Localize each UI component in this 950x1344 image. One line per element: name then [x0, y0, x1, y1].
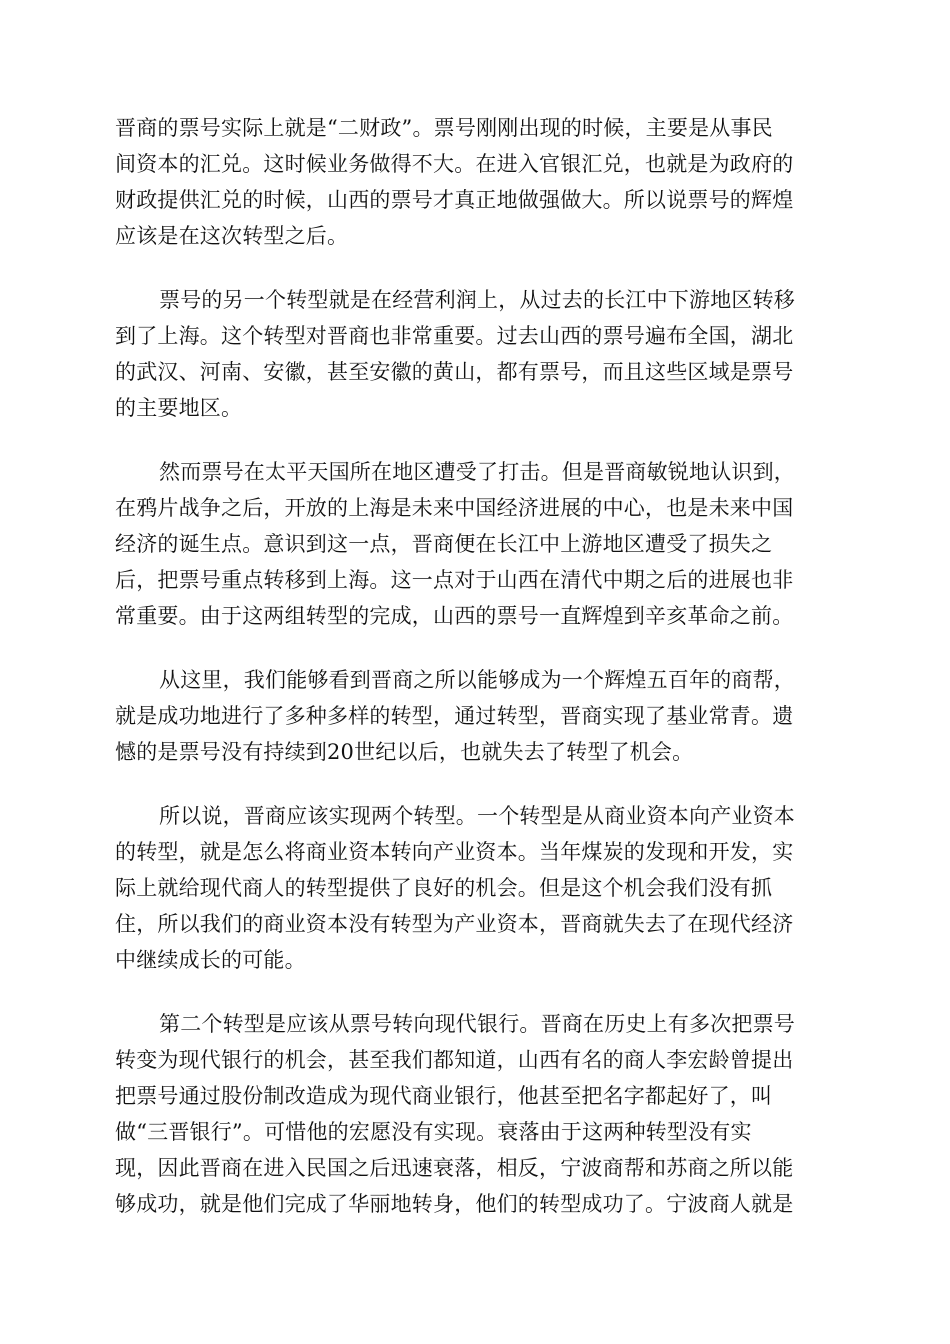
text-line: 把票号通过股份制改造成为现代商业银行，他甚至把名字都起好了，叫 — [115, 1084, 773, 1108]
text-line: 应该是在这次转型之后。 — [115, 224, 349, 248]
text-line: 住，所以我们的商业资本没有转型为产业资本，晋商就失去了在现代经济 — [115, 912, 794, 936]
paragraph-2 — [115, 282, 835, 426]
text-line: 际上就给现代商人的转型提供了良好的机会。但是这个机会我们没有抓 — [115, 876, 773, 900]
text-line: 财政提供汇兑的时候，山西的票号才真正地做强做大。所以说票号的辉煌 — [115, 188, 794, 212]
paragraph-1 — [115, 110, 835, 254]
paragraph-6 — [115, 1006, 835, 1222]
text-line: 憾的是票号没有持续到20世纪以后，也就失去了转型了机会。 — [115, 740, 694, 764]
text-line: 做“三晋银行”。可惜他的宏愿没有实现。衰落由于这两种转型没有实 — [115, 1120, 752, 1144]
text-line: 第二个转型是应该从票号转向现代银行。晋商在历史上有多次把票号 — [159, 1012, 795, 1036]
document-page — [115, 110, 835, 1250]
text-line: 的武汉、河南、安徽，甚至安徽的黄山，都有票号，而且这些区域是票号 — [115, 360, 794, 384]
text-line: 晋商的票号实际上就是“二财政”。票号刚刚出现的时候，主要是从事民 — [115, 116, 773, 140]
text-line: 票号的另一个转型就是在经营利润上，从过去的长江中下游地区转移 — [159, 288, 795, 312]
paragraph-3 — [115, 454, 835, 634]
text-line: 经济的诞生点。意识到这一点，晋商便在长江中上游地区遭受了损失之 — [115, 532, 773, 556]
text-line: 的主要地区。 — [115, 396, 243, 420]
text-line: 转变为现代银行的机会，甚至我们都知道，山西有名的商人李宏龄曾提出 — [115, 1048, 794, 1072]
text-line: 后，把票号重点转移到上海。这一点对于山西在清代中期之后的进展也非 — [115, 568, 794, 592]
paragraph-5 — [115, 798, 835, 978]
text-line: 从这里，我们能够看到晋商之所以能够成为一个辉煌五百年的商帮， — [159, 668, 795, 692]
text-line: 就是成功地进行了多种多样的转型，通过转型，晋商实现了基业常青。遗 — [115, 704, 794, 728]
text-line: 然而票号在太平天国所在地区遭受了打击。但是晋商敏锐地认识到， — [159, 460, 795, 484]
text-line: 所以说，晋商应该实现两个转型。一个转型是从商业资本向产业资本 — [159, 804, 795, 828]
text-line: 现，因此晋商在进入民国之后迅速衰落，相反，宁波商帮和苏商之所以能 — [115, 1156, 794, 1180]
paragraph-4 — [115, 662, 835, 770]
text-line: 够成功，就是他们完成了华丽地转身，他们的转型成功了。宁波商人就是 — [115, 1192, 794, 1216]
text-line: 间资本的汇兑。这时候业务做得不大。在进入官银汇兑，也就是为政府的 — [115, 152, 794, 176]
text-line: 中继续成长的可能。 — [115, 948, 306, 972]
text-line: 常重要。由于这两组转型的完成，山西的票号一直辉煌到辛亥革命之前。 — [115, 604, 794, 628]
text-line: 到了上海。这个转型对晋商也非常重要。过去山西的票号遍布全国，湖北 — [115, 324, 794, 348]
text-line: 在鸦片战争之后，开放的上海是未来中国经济进展的中心，也是未来中国 — [115, 496, 794, 520]
text-line: 的转型，就是怎么将商业资本转向产业资本。当年煤炭的发现和开发，实 — [115, 840, 794, 864]
